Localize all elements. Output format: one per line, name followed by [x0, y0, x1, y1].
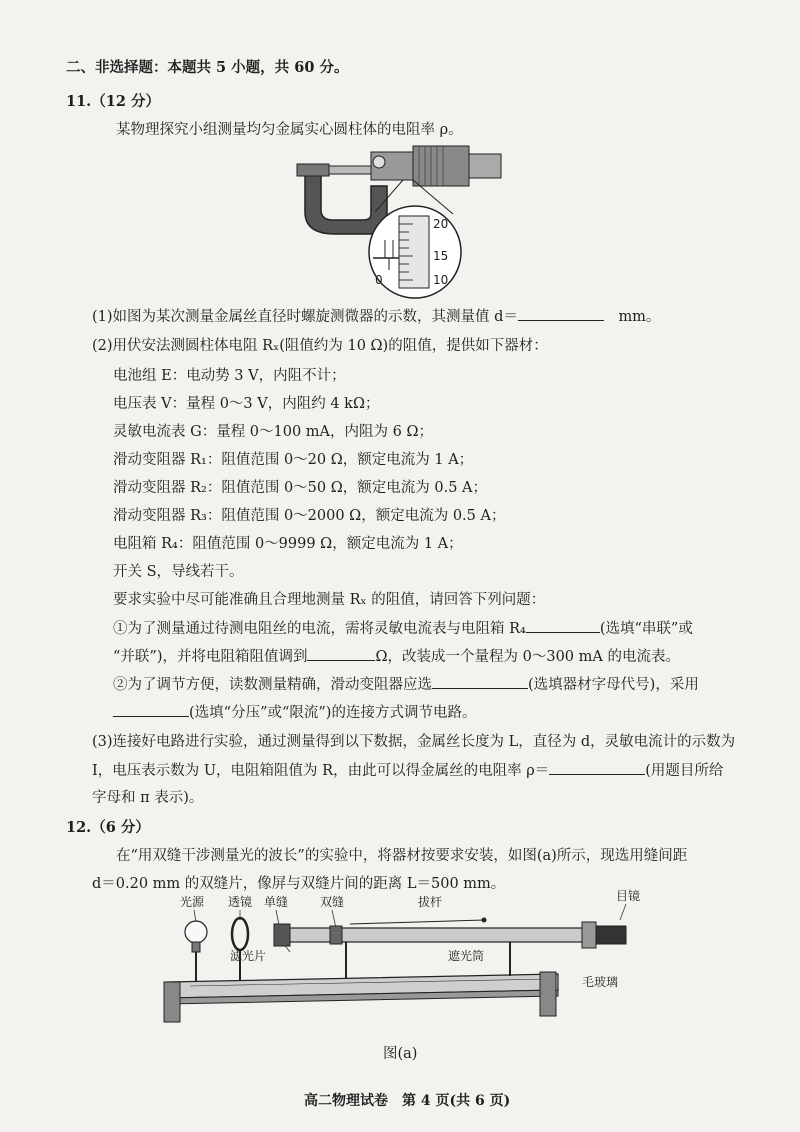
- equipment-r2: 滑动变阻器 R₂：阻值范围 0～50 Ω，额定电流为 0.5 A；: [113, 480, 488, 496]
- q12-line1: 在“用双缝干涉测量光的波长”的实验中，将器材按要求安装，如图(a)所示，现选用缝间距: [116, 848, 688, 864]
- equipment-r3: 滑动变阻器 R₃：阻值范围 0～2000 Ω，额定电流为 0.5 A；: [113, 508, 506, 524]
- lens: [232, 918, 248, 950]
- micrometer-ratchet: [469, 154, 501, 178]
- equipment-r4: 电阻箱 R₄：阻值范围 0～9999 Ω，额定电流为 1 A；: [113, 536, 463, 552]
- label-rod: 拔杆: [418, 895, 443, 909]
- label-lens: 透镜: [228, 895, 253, 909]
- scale-label-0: 0: [375, 273, 383, 287]
- q11-part3-line2: I，电压表示数为 U，电阻箱阻值为 R，由此可以得金属丝的电阻率 ρ＝ (用题目所给: [92, 760, 723, 781]
- answer-blank-connection[interactable]: [526, 618, 600, 633]
- double-slit-apparatus-figure: [150, 886, 650, 1046]
- bulb: [185, 921, 207, 943]
- scale-label-15: 15: [433, 249, 449, 263]
- answer-blank-mode[interactable]: [113, 702, 189, 717]
- answer-blank-rho[interactable]: [549, 760, 645, 775]
- micrometer-figure: [275, 140, 515, 308]
- section-title: 二、非选择题：本题共 5 小题，共 60 分。: [66, 59, 349, 76]
- figure-caption: 图(a): [383, 1046, 418, 1062]
- equipment-r1: 滑动变阻器 R₁：阻值范围 0～20 Ω，额定电流为 1 A；: [113, 452, 474, 468]
- q11-sub2-line2: (选填“分压”或“限流”)的连接方式调节电路。: [113, 702, 476, 723]
- label-frosted-glass: 毛玻璃: [582, 975, 619, 989]
- q12-line2: d＝0.20 mm 的双缝片，像屏与双缝片间的距离 L＝500 mm。: [92, 876, 506, 892]
- label-tube: 遮光筒: [448, 949, 485, 963]
- eyepiece: [596, 926, 626, 944]
- page-footer: 高二物理试卷 第 4 页(共 6 页): [304, 1093, 511, 1109]
- q11-part3-line3: 字母和 π 表示)。: [92, 790, 204, 806]
- label-light-source: 光源: [180, 895, 205, 909]
- q11-header: 11.（12 分）: [66, 93, 160, 110]
- q11-sub1-line2: “并联”)，并将电阻箱阻值调到 Ω，改装成一个量程为 0～300 mA 的电流表。: [113, 646, 680, 667]
- micrometer-lock: [373, 156, 385, 168]
- q11-requirement: 要求实验中尽可能准确且合理地测量 Rₓ 的阻值，请回答下列问题：: [113, 592, 546, 608]
- light-shield-tube: [276, 928, 600, 942]
- equipment-galvanometer: 灵敏电流表 G：量程 0～100 mA，内阻为 6 Ω；: [113, 424, 433, 440]
- answer-blank-resistance[interactable]: [307, 646, 375, 661]
- q11-sub1-line1: ①为了测量通过待测电阻丝的电流，需将灵敏电流表与电阻箱 R₄ (选填“串联”或: [113, 618, 693, 639]
- label-double-slit: 双缝: [320, 895, 345, 909]
- single-slit-holder: [274, 924, 290, 946]
- scale-label-20: 20: [433, 217, 449, 231]
- q11-part2: (2)用伏安法测圆柱体电阻 Rₓ(阻值约为 10 Ω)的阻值，提供如下器材：: [92, 338, 548, 354]
- equipment-switch: 开关 S，导线若干。: [113, 564, 244, 580]
- label-filter: 滤光片: [230, 949, 267, 963]
- scale-label-10: 10: [433, 273, 449, 287]
- bench-leg-right: [540, 972, 556, 1016]
- equipment-voltmeter: 电压表 V：量程 0～3 V，内阻约 4 kΩ；: [113, 396, 380, 412]
- micrometer-spindle: [329, 166, 375, 174]
- q11-sub2-line1: ②为了调节方便，读数测量精确，滑动变阻器应选 (选填器材字母代号)，采用: [113, 674, 699, 695]
- q12-header: 12.（6 分）: [66, 819, 150, 836]
- q11-part1: (1)如图为某次测量金属丝直径时螺旋测微器的示数，其测量值 d＝ mm。: [92, 306, 660, 327]
- micrometer-anvil: [297, 164, 329, 176]
- answer-blank-rheostat[interactable]: [432, 674, 528, 689]
- label-eyepiece: 目镜: [616, 889, 641, 903]
- q11-intro: 某物理探究小组测量均匀金属实心圆柱体的电阻率 ρ。: [116, 122, 463, 138]
- bench-leg-left: [164, 982, 180, 1022]
- double-slit-holder: [330, 926, 342, 944]
- micrometer-thimble: [413, 146, 469, 186]
- equipment-battery: 电池组 E：电动势 3 V，内阻不计；: [113, 368, 346, 384]
- answer-blank-d[interactable]: [518, 306, 604, 321]
- label-single-slit: 单缝: [264, 895, 289, 909]
- frosted-glass: [582, 922, 596, 948]
- q11-part3-line1: (3)连接好电路进行实验，通过测量得到以下数据，金属丝长度为 L，直径为 d，灵敏电流计的示数为: [92, 734, 736, 750]
